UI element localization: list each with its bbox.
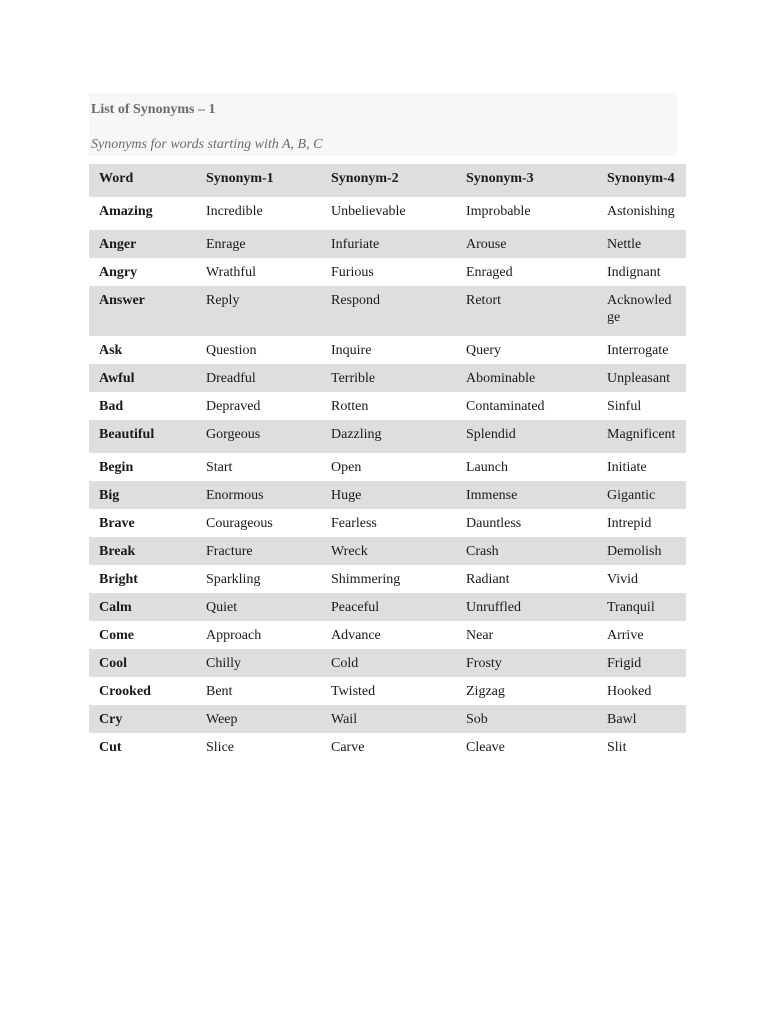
synonym-3-cell: Sob	[466, 712, 488, 727]
synonym-2-cell: Wreck	[331, 544, 368, 559]
word-cell: Cut	[99, 740, 122, 755]
synonym-3-cell: Contaminated	[466, 399, 545, 414]
synonym-3-cell: Cleave	[466, 740, 505, 755]
synonym-3-cell: Immense	[466, 488, 518, 503]
synonym-2-cell: Terrible	[331, 371, 376, 386]
table-row	[89, 364, 686, 392]
table-row	[89, 593, 686, 621]
synonym-2-cell: Peaceful	[331, 600, 380, 615]
word-cell: Come	[99, 628, 134, 643]
synonym-1-cell: Courageous	[206, 516, 273, 531]
table-row	[89, 481, 686, 509]
word-cell: Crooked	[99, 684, 151, 699]
table-row	[89, 677, 686, 705]
synonym-4-cell: Interrogate	[607, 343, 669, 358]
word-cell: Big	[99, 488, 120, 503]
table-header-row	[89, 164, 686, 197]
synonym-2-cell: Inquire	[331, 343, 372, 358]
table-row	[89, 286, 686, 336]
table-row	[89, 453, 686, 481]
synonym-2-cell: Twisted	[331, 684, 376, 699]
synonym-2-cell: Fearless	[331, 516, 377, 531]
column-header-word: Word	[99, 171, 134, 186]
synonym-3-cell: Crash	[466, 544, 499, 559]
synonym-4-cell: Gigantic	[607, 488, 656, 503]
synonym-2-cell: Furious	[331, 265, 374, 280]
word-cell: Angry	[99, 265, 138, 280]
synonym-3-cell: Unruffled	[466, 600, 521, 615]
word-cell: Amazing	[99, 204, 153, 219]
table-row	[89, 420, 686, 453]
word-cell: Awful	[99, 371, 135, 386]
word-cell: Ask	[99, 343, 123, 358]
synonym-1-cell: Dreadful	[206, 371, 256, 386]
synonym-2-cell: Unbelievable	[331, 204, 406, 219]
synonym-2-cell: Infuriate	[331, 237, 380, 252]
synonym-4-cell: Demolish	[607, 544, 662, 559]
synonym-1-cell: Enrage	[206, 237, 246, 252]
synonym-2-cell: Wail	[331, 712, 358, 727]
synonym-4-cell: Bawl	[607, 712, 637, 727]
synonym-1-cell: Approach	[206, 628, 262, 643]
synonym-4-cell: Slit	[607, 740, 627, 755]
document-title: List of Synonyms – 1	[91, 102, 216, 117]
table-row	[89, 733, 686, 761]
table-row	[89, 509, 686, 537]
synonym-4-cell: Intrepid	[607, 516, 652, 531]
synonym-4-cell: Magnificent	[607, 427, 676, 442]
table-row	[89, 649, 686, 677]
synonym-3-cell: Abominable	[466, 371, 536, 386]
synonyms-table	[89, 164, 686, 761]
synonym-1-cell: Depraved	[206, 399, 261, 414]
table-row	[89, 621, 686, 649]
word-cell: Answer	[99, 293, 145, 308]
synonym-4-cell: Vivid	[607, 572, 639, 587]
word-cell: Break	[99, 544, 136, 559]
table-row	[89, 537, 686, 565]
synonym-4-cell: Nettle	[607, 237, 642, 252]
word-cell: Bright	[99, 572, 138, 587]
synonym-3-cell: Radiant	[466, 572, 510, 587]
synonym-4-cell: Hooked	[607, 684, 652, 699]
synonym-1-cell: Chilly	[206, 656, 242, 671]
synonym-3-cell: Launch	[466, 460, 508, 475]
word-cell: Calm	[99, 600, 132, 615]
synonym-2-cell: Cold	[331, 656, 359, 671]
word-cell: Anger	[99, 237, 137, 252]
synonym-2-cell: Carve	[331, 740, 365, 755]
synonym-1-cell: Incredible	[206, 204, 263, 219]
synonym-4-cell: Initiate	[607, 460, 647, 475]
table-body	[89, 197, 686, 761]
synonym-3-cell: Query	[466, 343, 501, 358]
column-header-synonym-4: Synonym-4	[607, 171, 675, 186]
synonym-2-cell: Huge	[331, 488, 362, 503]
synonym-1-cell: Start	[206, 460, 233, 475]
document-subtitle: Synonyms for words starting with A, B, C	[91, 137, 323, 152]
column-header-synonym-3: Synonym-3	[466, 171, 534, 186]
synonym-2-cell: Open	[331, 460, 362, 475]
synonym-4-cell: Acknowledge	[607, 293, 672, 325]
table-row	[89, 565, 686, 593]
synonym-4-cell: Arrive	[607, 628, 644, 643]
table-row	[89, 392, 686, 420]
synonym-4-cell: Sinful	[607, 399, 642, 414]
column-header-synonym-2: Synonym-2	[331, 171, 399, 186]
synonym-4-cell: Tranquil	[607, 600, 655, 615]
table-row	[89, 230, 686, 258]
synonym-4-cell: Unpleasant	[607, 371, 670, 386]
synonym-3-cell: Zigzag	[466, 684, 505, 699]
synonym-2-cell: Dazzling	[331, 427, 382, 442]
synonym-2-cell: Respond	[331, 293, 380, 308]
table-row	[89, 197, 686, 230]
synonym-2-cell: Advance	[331, 628, 381, 643]
synonym-3-cell: Splendid	[466, 427, 516, 442]
synonym-1-cell: Quiet	[206, 600, 238, 615]
synonym-4-cell: Indignant	[607, 265, 661, 280]
synonym-3-cell: Frosty	[466, 656, 502, 671]
synonym-1-cell: Reply	[206, 293, 240, 308]
synonym-3-cell: Improbable	[466, 204, 531, 219]
synonym-3-cell: Retort	[466, 293, 501, 308]
word-cell: Bad	[99, 399, 124, 414]
synonym-4-cell: Frigid	[607, 656, 642, 671]
table-row	[89, 336, 686, 364]
table-row	[89, 258, 686, 286]
column-header-synonym-1: Synonym-1	[206, 171, 274, 186]
synonym-4-cell: Astonishing	[607, 204, 675, 219]
synonym-1-cell: Question	[206, 343, 257, 358]
synonym-1-cell: Sparkling	[206, 572, 261, 587]
synonym-3-cell: Arouse	[466, 237, 507, 252]
word-cell: Cool	[99, 656, 127, 671]
synonym-3-cell: Enraged	[466, 265, 513, 280]
synonym-1-cell: Gorgeous	[206, 427, 261, 442]
word-cell: Brave	[99, 516, 135, 531]
synonym-1-cell: Wrathful	[206, 265, 256, 280]
word-cell: Begin	[99, 460, 134, 475]
synonym-1-cell: Enormous	[206, 488, 264, 503]
table-row	[89, 705, 686, 733]
synonym-1-cell: Fracture	[206, 544, 253, 559]
word-cell: Cry	[99, 712, 123, 727]
synonym-1-cell: Bent	[206, 684, 233, 699]
synonym-2-cell: Shimmering	[331, 572, 401, 587]
synonym-1-cell: Weep	[206, 712, 238, 727]
synonym-1-cell: Slice	[206, 740, 234, 755]
synonym-3-cell: Dauntless	[466, 516, 522, 531]
synonym-2-cell: Rotten	[331, 399, 369, 414]
word-cell: Beautiful	[99, 427, 155, 442]
synonym-3-cell: Near	[466, 628, 494, 643]
